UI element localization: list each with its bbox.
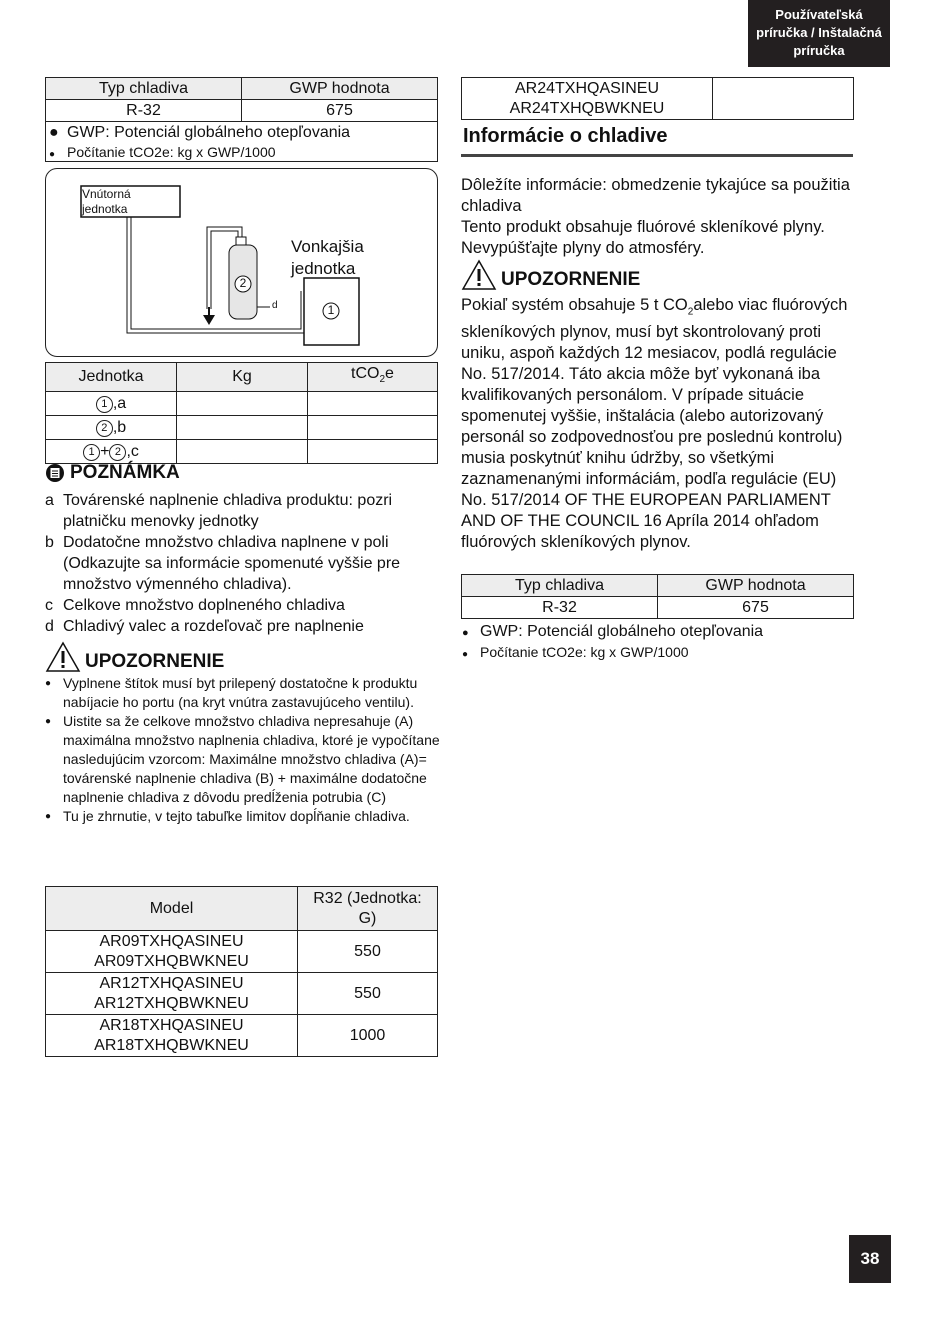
gwp-right-col-value: GWP hodnota [658,575,854,597]
gwp-right-bullet-2: ● Počítanie tCO2e: kg x GWP/1000 [462,644,689,660]
note-section [45,462,445,637]
note-icon [45,463,65,483]
gwp-bullet-2: ● Počítanie tCO2e: kg x GWP/1000 [49,144,276,160]
cylinder-number: 2 [239,276,247,290]
section-intro [461,175,856,259]
warning-left-item-2: ● Uistite sa že celkove množstvo chladiva nepresahuje (A) maximálna množstvo naplnenia chladiva, ktoré je vypočítane nasledujúcim vzorcom: Maximálne množstvo chladiva (A)= továrenské naplnenie chladiva (B) + maximálne dodatočne naplnenie chladiva z dôvodu predĺženia potrubia (C) [45,713,440,805]
indoor-unit-label: Vnútorná jednotka [82,187,131,216]
header-tag-line2: príručka / Inštalačná [756,25,882,40]
warning-left [45,641,440,826]
gwp-right-col-type: Typ chladiva [462,575,658,597]
gwp-col-type: Typ chladiva [46,78,242,100]
model-table [45,886,438,1057]
warning-icon [461,259,497,291]
model-row-4: AR24TXHQASINEU AR24TXHQBWKNEU [462,78,854,120]
intro-line-1: Dôležíte informácie: obmedzenie tykajúce sa použitia chladiva [461,176,850,215]
unit-row-3: 1 + 2 ,c [46,440,438,464]
gwp-cell-type: R-32 [46,100,242,122]
warning-left-item-3: ● Tu je zhrnutie, v tejto tabuľke limitov dopĺňanie chladiva. [45,808,410,824]
gwp-right-cell-type: R-32 [462,597,658,619]
gwp-table [45,77,438,122]
warning-right-body: Pokiaľ systém obsahuje 5 t $CO_2alebo$ viac fluórových skleníkových plynov, musí byt skontrolovaný proti uniku, aspoň každých 12 mesiacov, podlá regulácie No. 517/2014. Táto akcia môže byť vykonaná iba kvalifikovaných personálom. V prípade situácie spomenutej vyššie, inštalácia (alebo autorizovaný personál so zodpovednosťou pre poslednú kontrolu) musia poskytnúť knihu údržby, so všetkými zaznamenanými informáciám, podľa regulácie (EU) No. 517/2014 OF THE EUROPEAN PARLIAMENT AND OF THE COUNCIL 16 Apríla 2014 ohľadom fluórových skleníkových plynov. [461,296,848,552]
header-tag-line3: príručka [793,43,845,58]
section-rule [461,154,853,157]
gwp-block [45,77,438,162]
gwp-col-value: GWP hodnota [242,78,438,100]
unit-col-jednotka: Jednotka [46,363,177,392]
note-item-a: a Továrenské naplnenie chladiva produktu: pozri platničku menovky jednotky [45,492,393,530]
intro-line-2: Tento produkt obsahuje fluórové skleníkové plyny. Nevypúšťajte plyny do atmosféry. [461,218,825,257]
refrigerant-diagram [45,168,438,357]
header-tag [748,0,890,67]
gwp-right-bullet-1: ● GWP: Potenciál globálneho otepľovania [462,623,764,640]
gwp-cell-value: 675 [242,100,438,122]
warning-left-item-1: ● Vyplnene štítok musí byt prilepený dostatočne k produktu nabíjacie ho portu (na kryt vnútra zastavujúceho ventilu). [45,675,418,710]
warning-icon [45,641,81,673]
outdoor-number: 1 [327,303,335,317]
warning-left-list [45,674,440,826]
gwp-bullets [45,122,438,162]
unit-row-2: 2 ,b [46,416,438,440]
unit-table [45,362,438,464]
warning-left-title: UPOZORNENIE [45,641,440,673]
label-d: d [272,300,278,311]
page-number: 38 [849,1235,891,1283]
unit-col-tco2e: tCO$_2$e [308,363,438,392]
model-row-2: AR12TXHQASINEU AR12TXHQBWKNEU 550 [46,973,438,1015]
header-tag-line1: Používateľská [775,7,863,22]
unit-col-kg: Kg [177,363,308,392]
note-title: POZNÁMKA [45,462,445,484]
gwp-bullet-1: ● GWP: Potenciál globálneho otepľovania [49,124,351,141]
note-item-d: d Chladivý valec a rozdeľovač pre naplnenie [45,618,364,635]
unit-row-1: 1 ,a [46,392,438,416]
gwp-right-cell-value: 675 [658,597,854,619]
warning-right [461,259,856,553]
model-table-cont [461,77,854,120]
model-row-1: AR09TXHQASINEU AR09TXHQBWKNEU 550 [46,931,438,973]
section-title: Informácie o chladive [463,125,668,147]
note-list [45,490,445,637]
note-item-c: c Celkove množstvo doplneného chladiva [45,597,345,614]
outdoor-unit-label: Vonkajšia jednotka [291,237,364,278]
model-row-3: AR18TXHQASINEU AR18TXHQBWKNEU 1000 [46,1015,438,1057]
model-col-r32: R32 (Jednotka: G) [298,887,438,931]
model-col-model: Model [46,887,298,931]
warning-right-title: UPOZORNENIE [461,259,856,291]
gwp-table-right [461,574,854,619]
gwp-right-bullets [462,622,857,664]
note-item-b: b Dodatočne množstvo chladiva naplnene v poli (Odkazujte sa informácie spomenuté vyššie pre množstvo výmenného chladiva). [45,534,401,593]
